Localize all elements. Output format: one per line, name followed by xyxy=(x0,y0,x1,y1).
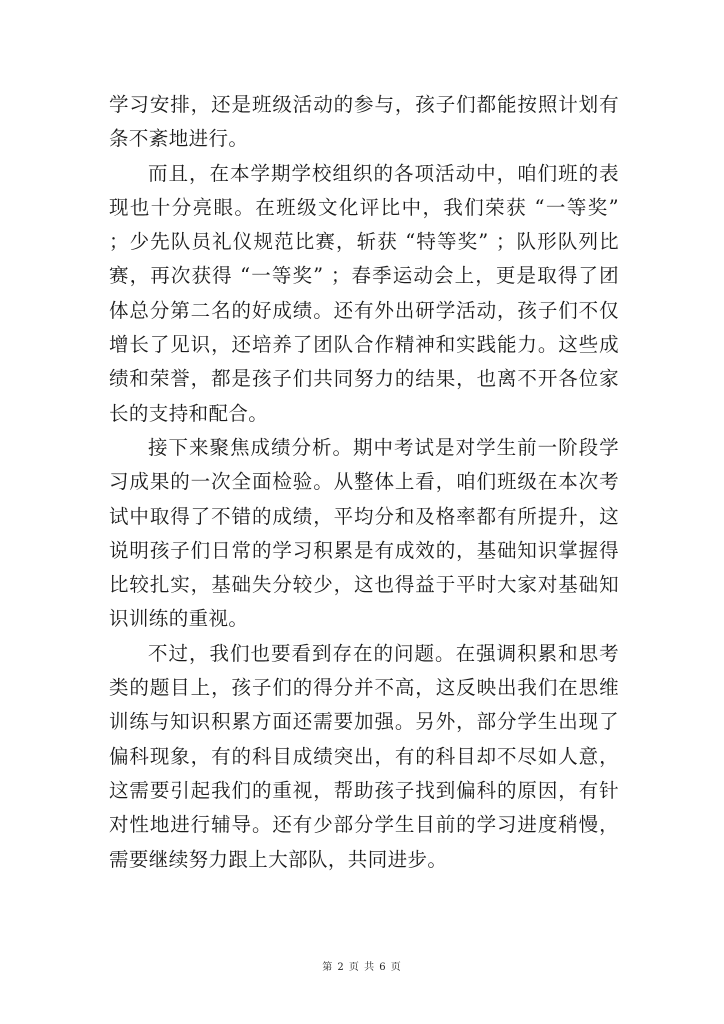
paragraph-2: 而且，在本学期学校组织的各项活动中，咱们班的表现也十分亮眼。在班级文化评比中，我们荣获 “一等奖” ；少先队员礼仪规范比赛，斩获 “特等奖” ；队形队列比赛，再次获得 “一等奖” ；春季运动会上，更是取得了团体总分第二名的好成绩。还有外出研学活动，孩子们不仅增长了见识，还培养了团队合作精神和实践能力。这些成绩和荣誉，都是孩子们共同努力的结果，也离不开各位家长的支持和配合。 xyxy=(109,161,619,425)
paragraph-4: 不过，我们也要看到存在的问题。在强调积累和思考类的题目上，孩子们的得分并不高，这反映出我们在思维训练与知识积累方面还需要加强。另外，部分学生出现了偏科现象，有的科目成绩突出，有的科目却不尽如人意，这需要引起我们的重视，帮助孩子找到偏科的原因，有针对性地进行辅导。还有少部分学生目前的学习进度稍慢，需要继续努力跟上大部队，共同进步。 xyxy=(109,641,619,871)
document-body xyxy=(109,88,619,877)
page-number-footer: 第 2 页 共 6 页 xyxy=(322,962,402,973)
paragraph-3: 接下来聚焦成绩分析。期中考试是对学生前一阶段学习成果的一次全面检验。从整体上看，咱们班级在本次考试中取得了不错的成绩，平均分和及格率都有所提升，这说明孩子们日常的学习积累是有成效的，基础知识掌握得比较扎实，基础失分较少，这也得益于平时大家对基础知识训练的重视。 xyxy=(109,435,619,631)
paragraph-1: 学习安排，还是班级活动的参与，孩子们都能按照计划有条不紊地进行。 xyxy=(109,93,619,151)
